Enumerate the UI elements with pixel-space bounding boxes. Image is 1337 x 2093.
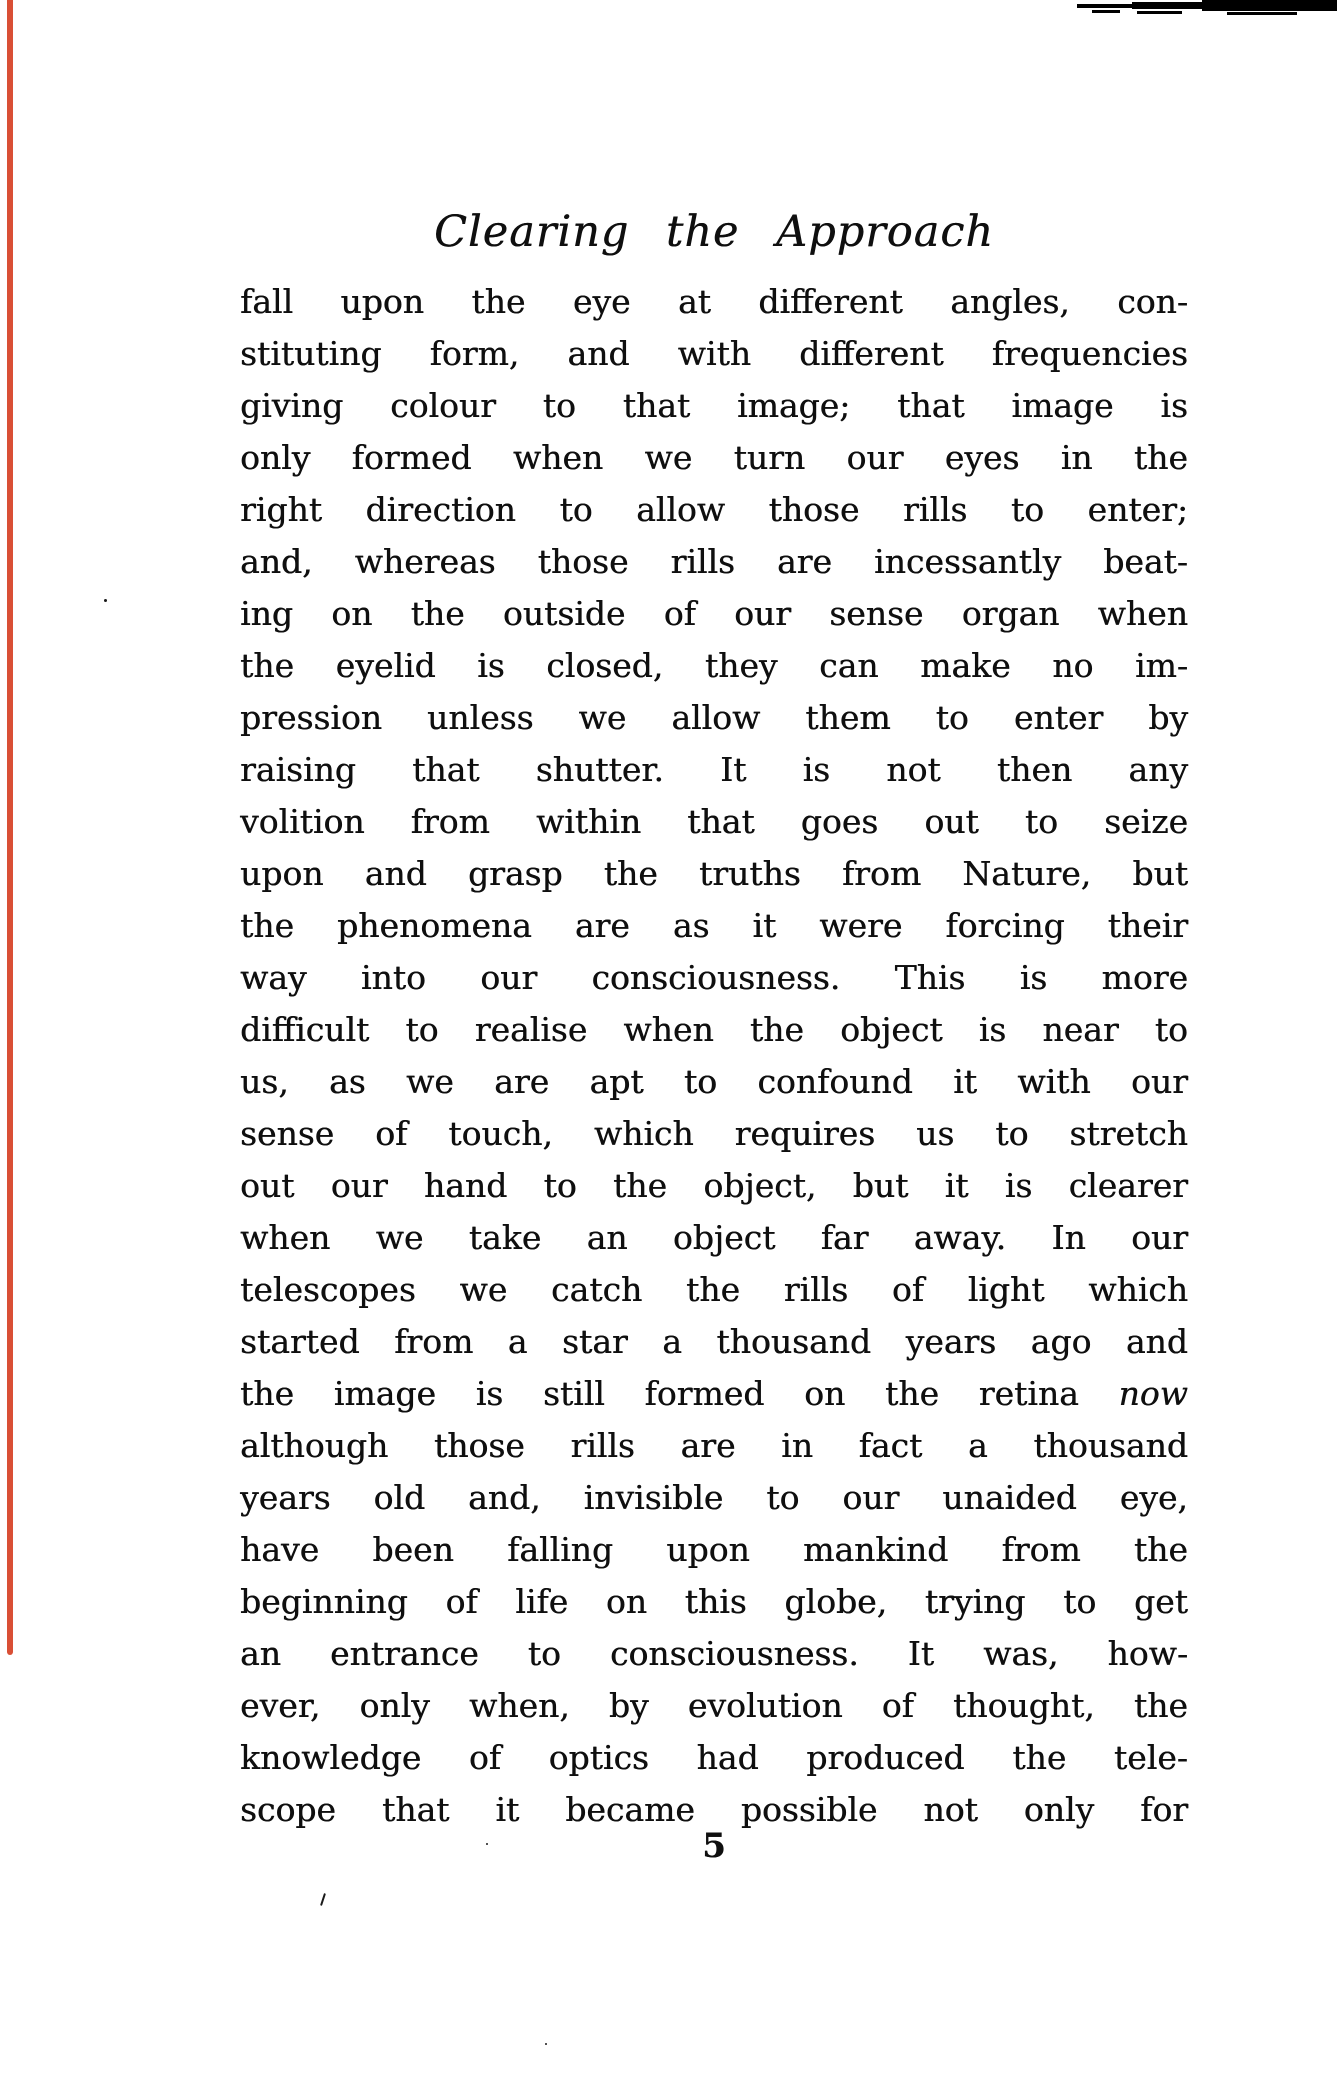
scan-artifact-segment xyxy=(1202,0,1337,11)
text-line: fall upon the eye at different angles, con- xyxy=(240,282,1188,321)
text-line: us, as we are apt to confound it with our xyxy=(240,1062,1188,1101)
text-line: and, whereas those rills are incessantly beat- xyxy=(240,542,1188,581)
text-line: knowledge of optics had produced the tele- xyxy=(240,1738,1188,1777)
ink-speck xyxy=(545,2043,547,2045)
text-line: although those rills are in fact a thousand xyxy=(240,1426,1188,1465)
text-line: upon and grasp the truths from Nature, but xyxy=(240,854,1188,893)
text-line: volition from within that goes out to seize xyxy=(240,802,1188,841)
text-line: an entrance to consciousness. It was, how- xyxy=(240,1634,1188,1673)
text-line: difficult to realise when the object is near to xyxy=(240,1010,1188,1049)
page-number: 5 xyxy=(702,1826,726,1866)
scan-artifact-top-edge xyxy=(1077,0,1337,20)
scan-artifact-segment xyxy=(1092,10,1120,13)
scan-artifact-segment xyxy=(1227,12,1297,15)
red-margin-line xyxy=(7,0,13,1655)
ink-speck-slash xyxy=(320,1893,326,1906)
page-header-title: Clearing the Approach xyxy=(434,207,994,257)
text-line: raising that shutter. It is not then any xyxy=(240,750,1188,789)
scan-artifact-segment xyxy=(1132,2,1212,9)
text-line: have been falling upon mankind from the xyxy=(240,1530,1188,1569)
text-line: scope that it became possible not only for xyxy=(240,1790,1188,1829)
text-line: started from a star a thousand years ago and xyxy=(240,1322,1188,1361)
text-line: the image is still formed on the retina now xyxy=(240,1374,1188,1413)
ink-speck xyxy=(486,1843,488,1845)
text-line: right direction to allow those rills to enter; xyxy=(240,490,1188,529)
text-line: stituting form, and with different frequencies xyxy=(240,334,1188,373)
text-line: years old and, invisible to our unaided eye, xyxy=(240,1478,1188,1517)
text-line: telescopes we catch the rills of light which xyxy=(240,1270,1188,1309)
text-line: the phenomena are as it were forcing their xyxy=(240,906,1188,945)
text-line: pression unless we allow them to enter by xyxy=(240,698,1188,737)
text-line: sense of touch, which requires us to stretch xyxy=(240,1114,1188,1153)
scan-artifact-segment xyxy=(1137,11,1182,14)
text-line: only formed when we turn our eyes in the xyxy=(240,438,1188,477)
text-line: ever, only when, by evolution of thought, the xyxy=(240,1686,1188,1725)
text-line: way into our consciousness. This is more xyxy=(240,958,1188,997)
body-text xyxy=(240,276,1188,1836)
text-line: when we take an object far away. In our xyxy=(240,1218,1188,1257)
text-line: the eyelid is closed, they can make no im- xyxy=(240,646,1188,685)
ink-speck xyxy=(104,599,107,602)
text-line: giving colour to that image; that image is xyxy=(240,386,1188,425)
text-line: ing on the outside of our sense organ when xyxy=(240,594,1188,633)
text-line: out our hand to the object, but it is clearer xyxy=(240,1166,1188,1205)
text-line: beginning of life on this globe, trying to get xyxy=(240,1582,1188,1621)
